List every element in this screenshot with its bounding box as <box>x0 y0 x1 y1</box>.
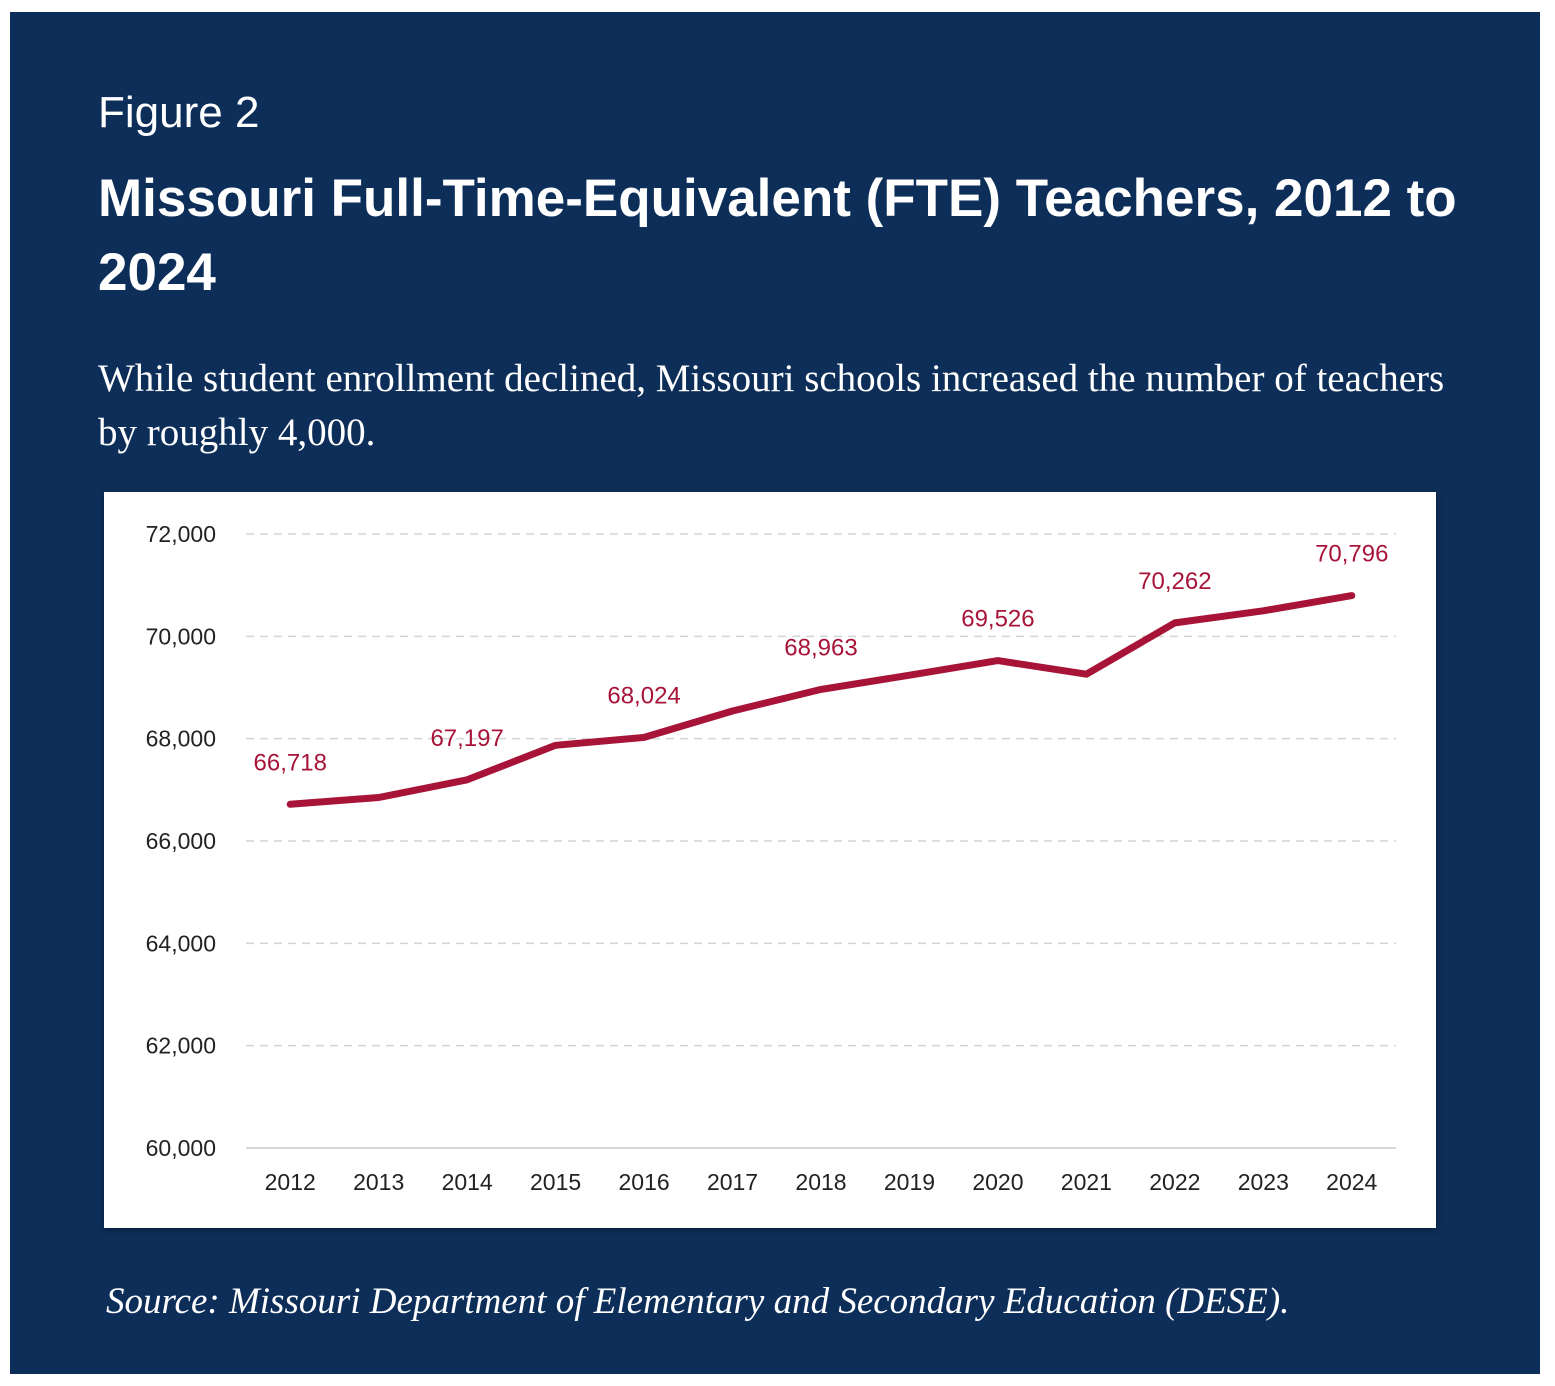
figure-label: Figure 2 <box>98 88 260 137</box>
series-layer <box>290 596 1352 805</box>
x-tick-label: 2015 <box>530 1169 582 1195</box>
y-tick-label: 70,000 <box>145 623 216 650</box>
data-label-2014: 67,197 <box>430 724 504 752</box>
axes <box>146 521 1396 1195</box>
x-tick-label: 2014 <box>441 1169 493 1195</box>
y-tick-label: 64,000 <box>145 930 216 957</box>
figure-panel <box>10 12 1540 1374</box>
x-tick-label: 2019 <box>883 1169 936 1195</box>
line-chart <box>104 492 1436 1228</box>
x-tick-label: 2024 <box>1326 1169 1378 1195</box>
source-note: Source: Missouri Department of Elementary and Secondary Education (DESE). <box>106 1281 1290 1322</box>
y-tick-label: 60,000 <box>145 1135 216 1161</box>
x-tick-label: 2023 <box>1237 1169 1289 1195</box>
chart-card <box>104 492 1436 1228</box>
y-tick-label: 72,000 <box>145 521 216 547</box>
x-tick-label: 2021 <box>1060 1169 1112 1195</box>
x-tick-label: 2017 <box>706 1169 759 1195</box>
data-label-2020: 69,526 <box>961 605 1035 633</box>
y-tick-label: 68,000 <box>145 725 216 752</box>
y-tick-label: 66,000 <box>145 828 216 854</box>
series-line <box>290 596 1352 805</box>
x-tick-label: 2012 <box>264 1169 316 1195</box>
data-label-2012: 66,718 <box>253 749 327 777</box>
data-label-2016: 68,024 <box>607 682 681 710</box>
x-tick-label: 2022 <box>1149 1169 1201 1195</box>
x-tick-label: 2013 <box>353 1169 405 1195</box>
data-label-2024: 70,796 <box>1315 540 1389 568</box>
chart-title: Missouri Full-Time-Equivalent (FTE) Teachers, 2012 to 2024 <box>98 169 1457 303</box>
x-tick-label: 2020 <box>972 1169 1024 1195</box>
data-label-2022: 70,262 <box>1138 567 1212 595</box>
data-label-2018: 68,963 <box>784 634 858 662</box>
x-tick-label: 2018 <box>795 1169 847 1195</box>
chart-subtitle: While student enrollment declined, Missouri schools increased the number of teachers by roughly 4,000. <box>98 357 1445 454</box>
data-labels <box>254 541 1389 777</box>
x-tick-label: 2016 <box>618 1169 670 1195</box>
y-tick-label: 62,000 <box>145 1032 216 1059</box>
